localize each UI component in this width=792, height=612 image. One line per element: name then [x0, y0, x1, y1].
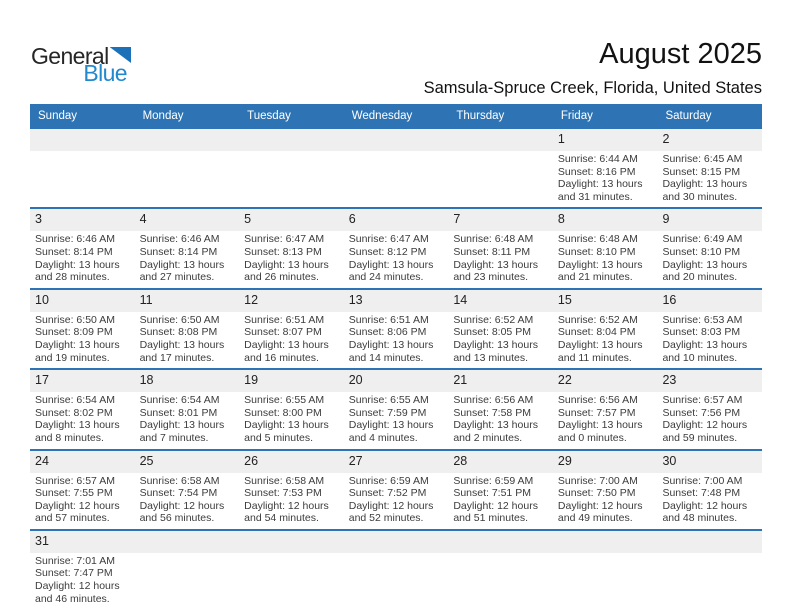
day-cell-details	[448, 231, 553, 287]
day-cell-details	[30, 473, 135, 529]
week-row	[30, 127, 762, 207]
logo-text-general: General	[31, 43, 109, 69]
day-cell-details	[344, 231, 449, 287]
day-number-band	[30, 531, 762, 553]
day-detail-line: Daylight: 13 hours	[139, 338, 225, 351]
day-number: 1	[557, 132, 565, 146]
day-detail-line: and 26 minutes.	[244, 271, 319, 284]
day-detail-line: and 13 minutes.	[453, 351, 529, 364]
day-detail-line: Sunset: 8:16 PM	[557, 165, 636, 178]
day-detail-line: Sunrise: 6:47 AM	[244, 233, 325, 246]
day-detail-line: Sunset: 8:06 PM	[348, 326, 427, 339]
day-detail-line: and 21 minutes.	[557, 271, 633, 284]
day-detail-line: Daylight: 13 hours	[557, 178, 643, 191]
day-detail-line: Sunset: 8:14 PM	[35, 245, 113, 258]
day-detail-line: Sunrise: 6:48 AM	[453, 233, 534, 246]
day-detail-line: Sunrise: 6:51 AM	[348, 313, 429, 326]
day-detail-line: and 14 minutes.	[348, 351, 424, 364]
day-cell-details	[448, 473, 553, 529]
day-detail-line: and 7 minutes.	[139, 431, 209, 444]
calendar-grid	[30, 127, 762, 609]
day-detail-line: Sunset: 7:48 PM	[662, 487, 741, 500]
day-detail-line: Sunset: 8:01 PM	[139, 406, 218, 419]
day-number: 15	[557, 292, 572, 307]
day-detail-line: Daylight: 12 hours	[557, 499, 643, 512]
day-detail-line: and 57 minutes.	[35, 512, 110, 525]
day-detail-line: and 5 minutes.	[244, 431, 314, 444]
day-number: 10	[35, 292, 49, 307]
day-detail-line: Sunset: 7:59 PM	[348, 406, 427, 419]
day-number: 16	[662, 292, 677, 307]
day-detail-line: Sunset: 8:12 PM	[348, 245, 427, 258]
empty-day-cell	[135, 553, 240, 609]
empty-day-cell	[448, 553, 553, 609]
weekday-header-saturday: Saturday	[665, 109, 712, 122]
empty-day-number	[448, 531, 553, 553]
day-detail-line: Sunrise: 6:50 AM	[139, 313, 220, 326]
calendar-table	[30, 104, 762, 609]
day-detail-line: Sunrise: 6:47 AM	[348, 233, 429, 246]
day-detail-line: Daylight: 13 hours	[244, 258, 329, 271]
day-cell-details	[344, 312, 449, 368]
day-number: 21	[453, 373, 468, 388]
day-cell-details	[657, 392, 762, 448]
empty-day-number	[30, 129, 135, 151]
day-cell-details	[553, 231, 658, 287]
day-detail-line: and 54 minutes.	[244, 512, 319, 525]
day-detail-line: Sunrise: 6:45 AM	[662, 153, 743, 165]
day-detail-line: Sunset: 8:13 PM	[244, 245, 322, 258]
day-detail-line: Sunrise: 6:46 AM	[35, 233, 115, 246]
day-detail-line: Sunset: 7:58 PM	[453, 406, 531, 419]
day-detail-line: Sunrise: 6:51 AM	[244, 313, 325, 326]
day-cell-details	[30, 392, 135, 448]
week-row	[30, 449, 762, 529]
day-cell-details	[553, 312, 658, 368]
day-cell-details	[448, 392, 553, 448]
day-detail-line: Daylight: 12 hours	[662, 499, 748, 512]
week-row	[30, 368, 762, 448]
day-cell-details	[553, 151, 658, 207]
day-details-row	[30, 473, 762, 529]
day-cell-details	[30, 312, 135, 368]
day-detail-line: Daylight: 13 hours	[35, 258, 120, 271]
day-detail-line: and 46 minutes.	[35, 592, 110, 605]
day-detail-line: Sunrise: 6:55 AM	[244, 394, 325, 407]
day-cell-details	[239, 231, 344, 287]
day-number-band	[30, 209, 762, 231]
day-number: 13	[348, 292, 363, 307]
day-detail-line: Sunrise: 6:56 AM	[557, 394, 638, 407]
day-detail-line: and 31 minutes.	[557, 190, 633, 203]
day-detail-line: Sunset: 8:07 PM	[244, 326, 322, 339]
day-detail-line: Sunset: 7:47 PM	[35, 567, 113, 580]
day-detail-line: and 49 minutes.	[557, 512, 633, 525]
day-detail-line: Sunrise: 6:56 AM	[453, 394, 534, 407]
day-detail-line: and 23 minutes.	[453, 271, 529, 284]
weekday-header-sunday: Sunday	[38, 109, 78, 122]
empty-day-number	[239, 129, 344, 151]
weekday-header-tuesday: Tuesday	[247, 109, 291, 122]
day-number-band	[30, 290, 762, 312]
empty-day-cell	[344, 151, 449, 207]
day-detail-line: Sunset: 8:11 PM	[453, 245, 531, 258]
day-detail-line: Sunset: 7:55 PM	[35, 487, 113, 500]
day-number: 4	[139, 212, 147, 227]
empty-day-cell	[657, 553, 762, 609]
day-number: 2	[662, 132, 670, 146]
day-detail-line: Sunrise: 6:54 AM	[139, 394, 220, 407]
day-detail-line: Sunrise: 6:57 AM	[35, 474, 115, 487]
day-detail-line: Sunset: 8:14 PM	[139, 245, 218, 258]
day-detail-line: Daylight: 13 hours	[453, 338, 538, 351]
empty-day-number	[344, 531, 449, 553]
day-number-band	[30, 129, 762, 151]
day-detail-line: and 8 minutes.	[35, 431, 104, 444]
day-detail-line: Sunset: 7:54 PM	[139, 487, 218, 500]
day-detail-line: and 48 minutes.	[662, 512, 738, 525]
day-cell-details	[30, 231, 135, 287]
day-cell-details	[657, 231, 762, 287]
empty-day-number	[239, 531, 344, 553]
day-details-row	[30, 231, 762, 287]
day-detail-line: Sunset: 8:00 PM	[244, 406, 322, 419]
day-detail-line: Daylight: 13 hours	[348, 419, 434, 432]
week-row	[30, 529, 762, 609]
day-detail-line: Sunrise: 6:58 AM	[244, 474, 325, 487]
day-detail-line: Daylight: 12 hours	[662, 419, 748, 432]
empty-day-cell	[553, 553, 658, 609]
day-detail-line: and 56 minutes.	[139, 512, 215, 525]
day-detail-line: Sunrise: 6:52 AM	[453, 313, 534, 326]
day-detail-line: Sunset: 8:04 PM	[557, 326, 636, 339]
day-detail-line: and 11 minutes.	[557, 351, 632, 364]
day-detail-line: Daylight: 13 hours	[557, 258, 643, 271]
day-cell-details	[135, 392, 240, 448]
day-number: 18	[139, 373, 154, 388]
day-cell-details	[657, 312, 762, 368]
day-detail-line: Daylight: 12 hours	[139, 499, 225, 512]
day-cell-details	[30, 553, 135, 609]
day-detail-line: Sunrise: 6:54 AM	[35, 394, 115, 407]
day-cell-details	[553, 392, 658, 448]
day-details-row	[30, 312, 762, 368]
day-cell-details	[344, 392, 449, 448]
empty-day-cell	[239, 151, 344, 207]
day-detail-line: Sunrise: 6:48 AM	[557, 233, 638, 246]
day-detail-line: Daylight: 12 hours	[35, 580, 120, 593]
day-detail-line: Sunset: 8:10 PM	[662, 245, 741, 258]
week-row	[30, 288, 762, 368]
day-number: 19	[244, 373, 259, 388]
day-cell-details	[344, 473, 449, 529]
day-detail-line: Daylight: 13 hours	[244, 338, 329, 351]
day-number: 8	[557, 212, 565, 227]
day-detail-line: Daylight: 13 hours	[35, 419, 120, 432]
day-detail-line: Daylight: 13 hours	[557, 338, 643, 351]
day-detail-line: Daylight: 12 hours	[244, 499, 329, 512]
empty-day-cell	[30, 151, 135, 207]
day-cell-details	[657, 473, 762, 529]
day-detail-line: Daylight: 13 hours	[244, 419, 329, 432]
day-detail-line: and 52 minutes.	[348, 512, 424, 525]
day-number: 24	[35, 453, 49, 468]
empty-day-number	[553, 531, 658, 553]
day-detail-line: Daylight: 13 hours	[662, 178, 748, 191]
empty-day-cell	[135, 151, 240, 207]
day-cell-details	[553, 473, 658, 529]
empty-day-cell	[448, 151, 553, 207]
page-subtitle: Samsula-Spruce Creek, Florida, United States	[423, 79, 762, 97]
day-cell-details	[135, 312, 240, 368]
day-detail-line: Sunrise: 6:53 AM	[662, 313, 743, 326]
day-detail-line: Sunset: 8:09 PM	[35, 326, 113, 339]
day-detail-line: Sunrise: 6:46 AM	[139, 233, 220, 246]
weekday-header-monday: Monday	[142, 109, 184, 122]
day-detail-line: Sunset: 7:56 PM	[662, 406, 741, 419]
weekday-header-wednesday: Wednesday	[351, 109, 413, 122]
day-detail-line: Sunrise: 6:49 AM	[662, 233, 743, 246]
day-detail-line: Sunrise: 7:01 AM	[35, 554, 115, 567]
day-detail-line: Sunrise: 6:57 AM	[662, 394, 743, 407]
day-number-band	[30, 451, 762, 473]
empty-day-cell	[239, 553, 344, 609]
day-number: 22	[557, 373, 572, 388]
day-detail-line: and 17 minutes.	[139, 351, 215, 364]
day-detail-line: and 28 minutes.	[35, 271, 110, 284]
empty-day-cell	[344, 553, 449, 609]
day-number: 31	[35, 533, 49, 548]
day-number: 5	[244, 212, 252, 227]
day-detail-line: and 2 minutes.	[453, 431, 523, 444]
day-number: 14	[453, 292, 468, 307]
day-number: 29	[557, 453, 572, 468]
empty-day-number	[135, 129, 240, 151]
day-detail-line: Daylight: 13 hours	[662, 338, 748, 351]
general-blue-logo	[31, 44, 131, 85]
day-detail-line: and 4 minutes.	[348, 431, 418, 444]
day-detail-line: Daylight: 13 hours	[348, 258, 434, 271]
day-number: 23	[662, 373, 677, 388]
day-detail-line: Sunset: 8:10 PM	[557, 245, 636, 258]
empty-day-number	[657, 531, 762, 553]
day-detail-line: Sunrise: 6:50 AM	[35, 313, 115, 326]
empty-day-number	[344, 129, 449, 151]
day-number-band	[30, 370, 762, 392]
day-detail-line: and 0 minutes.	[557, 431, 627, 444]
day-detail-line: Sunset: 7:57 PM	[557, 406, 636, 419]
weekday-header-row	[30, 104, 762, 127]
day-detail-line: Sunset: 7:52 PM	[348, 487, 427, 500]
day-detail-line: Sunset: 7:51 PM	[453, 487, 531, 500]
day-cell-details	[239, 473, 344, 529]
day-number: 6	[348, 212, 356, 227]
day-detail-line: Sunrise: 6:55 AM	[348, 394, 429, 407]
day-detail-line: and 16 minutes.	[244, 351, 319, 364]
day-detail-line: Sunset: 8:08 PM	[139, 326, 218, 339]
weekday-header-friday: Friday	[560, 109, 593, 122]
day-detail-line: Sunrise: 7:00 AM	[662, 474, 743, 487]
day-detail-line: Sunset: 8:05 PM	[453, 326, 531, 339]
day-detail-line: Sunset: 8:02 PM	[35, 406, 113, 419]
day-detail-line: and 59 minutes.	[662, 431, 738, 444]
page-title: August 2025	[599, 38, 762, 70]
empty-day-number	[448, 129, 553, 151]
day-detail-line: Daylight: 13 hours	[139, 419, 225, 432]
day-number: 7	[453, 212, 461, 227]
day-number: 28	[453, 453, 468, 468]
weekday-header-thursday: Thursday	[456, 109, 505, 122]
day-cell-details	[135, 231, 240, 287]
day-detail-line: Daylight: 12 hours	[348, 499, 434, 512]
day-number: 3	[35, 212, 42, 227]
day-detail-line: Sunset: 7:53 PM	[244, 487, 322, 500]
day-detail-line: Sunset: 8:15 PM	[662, 165, 741, 178]
day-detail-line: Sunset: 8:03 PM	[662, 326, 741, 339]
week-row	[30, 207, 762, 287]
day-detail-line: and 51 minutes.	[453, 512, 529, 525]
day-detail-line: Daylight: 13 hours	[35, 338, 120, 351]
day-details-row	[30, 392, 762, 448]
day-detail-line: Daylight: 13 hours	[453, 419, 538, 432]
empty-day-number	[135, 531, 240, 553]
logo-text-blue: Blue	[83, 60, 127, 86]
day-details-row	[30, 151, 762, 207]
day-cell-details	[657, 151, 762, 207]
day-number: 11	[139, 292, 153, 307]
day-detail-line: Daylight: 13 hours	[348, 338, 434, 351]
day-detail-line: Sunset: 7:50 PM	[557, 487, 636, 500]
day-detail-line: Sunrise: 7:00 AM	[557, 474, 638, 487]
day-number: 20	[348, 373, 363, 388]
day-number: 9	[662, 212, 670, 227]
day-detail-line: and 24 minutes.	[348, 271, 424, 284]
day-detail-line: and 19 minutes.	[35, 351, 110, 364]
day-number: 17	[35, 373, 49, 388]
day-detail-line: Sunrise: 6:58 AM	[139, 474, 220, 487]
day-cell-details	[239, 392, 344, 448]
day-detail-line: Daylight: 12 hours	[453, 499, 538, 512]
day-detail-line: Daylight: 13 hours	[453, 258, 538, 271]
day-detail-line: Daylight: 13 hours	[139, 258, 225, 271]
day-cell-details	[239, 312, 344, 368]
day-detail-line: Daylight: 13 hours	[557, 419, 643, 432]
day-detail-line: and 20 minutes.	[662, 271, 738, 284]
day-detail-line: and 30 minutes.	[662, 190, 738, 203]
title-block	[424, 39, 762, 98]
day-detail-line: Sunrise: 6:59 AM	[453, 474, 534, 487]
day-cell-details	[135, 473, 240, 529]
day-detail-line: Sunrise: 6:44 AM	[557, 153, 638, 165]
day-cell-details	[448, 312, 553, 368]
day-number: 30	[662, 453, 677, 468]
day-detail-line: and 10 minutes.	[662, 351, 738, 364]
day-details-row	[30, 553, 762, 609]
day-detail-line: Sunrise: 6:59 AM	[348, 474, 429, 487]
day-number: 26	[244, 453, 259, 468]
day-number: 25	[139, 453, 154, 468]
day-detail-line: Daylight: 12 hours	[35, 499, 120, 512]
day-number: 27	[348, 453, 363, 468]
day-detail-line: and 27 minutes.	[139, 271, 215, 284]
day-detail-line: Daylight: 13 hours	[662, 258, 748, 271]
day-detail-line: Sunrise: 6:52 AM	[557, 313, 638, 326]
day-number: 12	[244, 292, 259, 307]
